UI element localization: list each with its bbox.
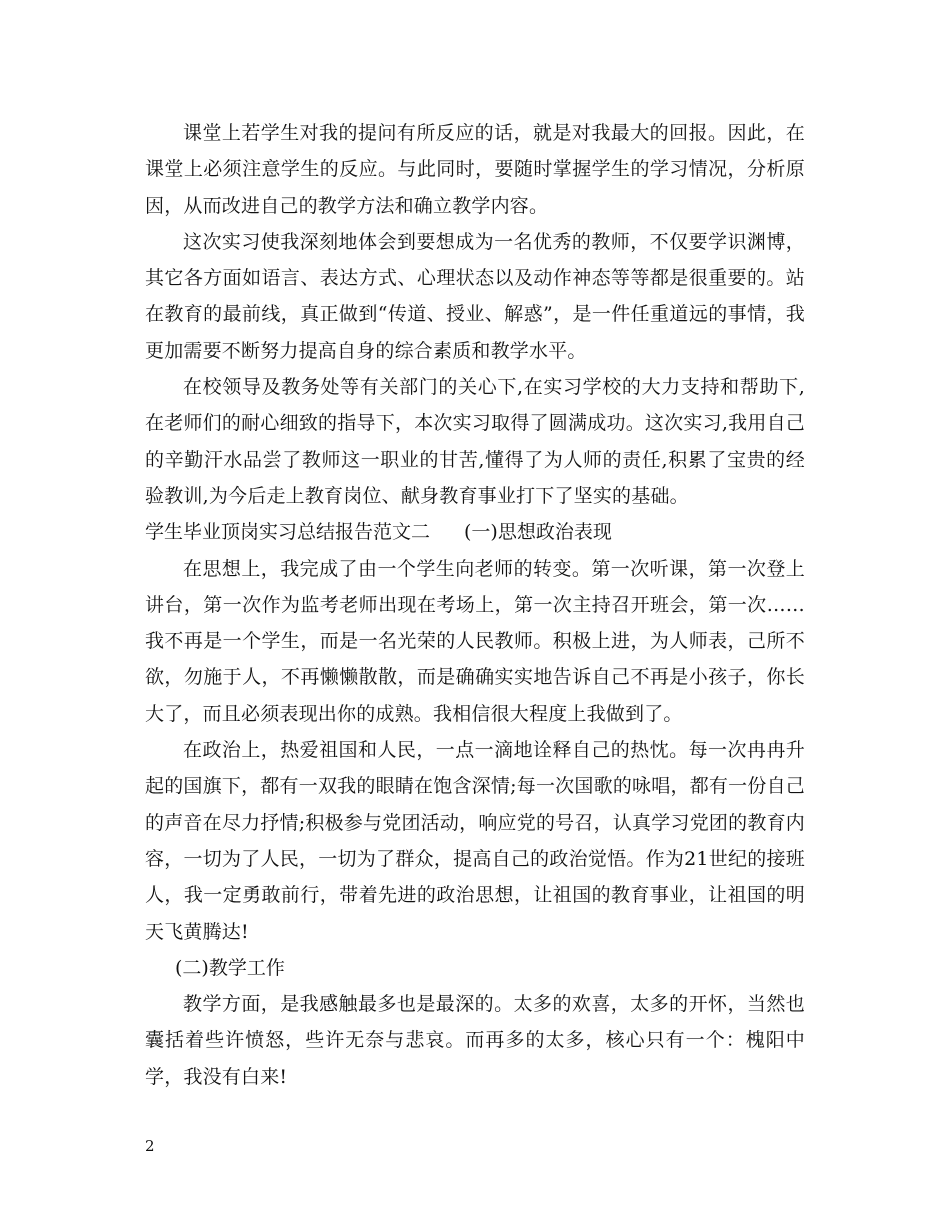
body-paragraph: 教学方面，是我感触最多也是最深的。太多的欢喜，太多的开怀，当然也囊括着些许愤怒，些许无奈与悲哀。而再多的太多，核心只有一个：槐阳中学，我没有白来! xyxy=(145,993,805,1088)
body-paragraph: 在校领导及教务处等有关部门的关心下,在实习学校的大力支持和帮助下,在老师们的耐心细致的指导下，本次实习取得了圆满成功。这次实习,我用自己的辛勤汗水品尝了教师这一职业的甘苦,懂得了为人师的责任,积累了宝贵的经验教训,为今后走上教育岗位、献身教育事业打下了坚实的基础。 xyxy=(145,376,805,507)
subsection-heading: (二)教学工作 xyxy=(175,956,285,979)
body-paragraph: 在政治上，热爱祖国和人民，一点一滴地诠释自己的热忱。每一次冉冉升起的国旗下，都有一双我的眼睛在饱含深情;每一次国歌的咏唱，都有一份自己的声音在尽力抒情;积极参与党团活动，响应党的号召，认真学习党团的教育内容，一切为了人民，一切为了群众，提高自己的政治觉悟。作为21世纪的接班人，我一定勇敢前行，带着先进的政治思想，让祖国的教育事业，让祖国的明天飞黄腾达! xyxy=(145,739,805,943)
body-paragraph: 在思想上，我完成了由一个学生向老师的转变。第一次听课，第一次登上讲台，第一次作为监考老师出现在考场上，第一次主持召开班会，第一次……我不再是一个学生，而是一名光荣的人民教师。积极上进，为人师表，己所不欲，勿施于人，不再懒懒散散，而是确确实实地告诉自己不再是小孩子，你长大了，而且必须表现出你的成熟。我相信很大程度上我做到了。 xyxy=(145,557,805,725)
section-title: 学生毕业顶岗实习总结报告范文二 xyxy=(145,521,431,544)
page-number: 2 xyxy=(145,1137,155,1155)
subsection-heading: (一)思想政治表现 xyxy=(464,521,612,544)
body-paragraph: 这次实习使我深刻地体会到要想成为一名优秀的教师，不仅要学识渊博，其它各方面如语言、表达方式、心理状态以及动作神态等等都是很重要的。站在教育的最前线，真正做到“传道、授业、解惑”，是一件任重道远的事情，我更加需要不断努力提高自身的综合素质和教学水平。 xyxy=(145,230,805,362)
body-paragraph: 课堂上若学生对我的提问有所反应的话，就是对我最大的回报。因此，在课堂上必须注意学生的反应。与此同时，要随时掌握学生的学习情况，分析原因，从而改进自己的教学方法和确立教学内容。 xyxy=(145,122,805,217)
document-page xyxy=(145,115,805,1095)
section-heading-line xyxy=(145,514,805,550)
